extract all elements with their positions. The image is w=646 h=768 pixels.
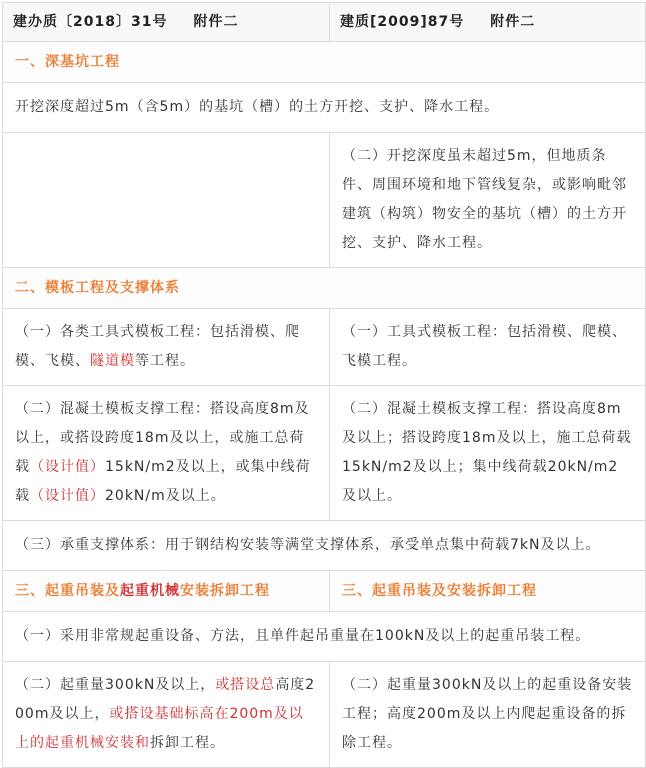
section-title-left (3, 571, 330, 612)
cell-text: （二）混凝土模板支撑工程：搭设高度8m及以上，或搭设跨度18m及以上，或施工总荷载 (15, 401, 310, 475)
row-text: （一）采用非常规起重设备、方法，且单件起吊重量在100kN及以上的起重吊装工程。 (3, 612, 646, 662)
section-title: 二、模板工程及支撑体系 (3, 268, 646, 309)
header-right-doc: 建质[2009]87号 (340, 13, 465, 30)
table-row (3, 612, 646, 662)
table-row (3, 309, 646, 386)
left-cell (3, 309, 330, 386)
highlighted-text: 隧道模 (90, 353, 135, 369)
table-row (3, 662, 646, 768)
section-row (3, 42, 646, 83)
table-row (3, 521, 646, 571)
highlighted-text: （设计值） (30, 488, 105, 504)
highlighted-text: 或搭设总 (215, 677, 276, 693)
highlighted-text: （设计值） (30, 459, 105, 475)
header-left-doc: 建办质〔2018〕31号 (13, 13, 168, 30)
table-row (3, 83, 646, 133)
header-row (3, 3, 646, 42)
cell-text: 15kN/m2及以上，或集中线荷载 (15, 459, 311, 504)
right-cell: （一）工具式模板工程：包括滑模、爬模、飞模工程。 (330, 309, 646, 386)
section-title-text: 安装拆卸工程 (180, 582, 270, 599)
left-cell (3, 386, 330, 521)
row-text: （三）承重支撑体系：用于钢结构安装等满堂支撑体系，承受单点集中荷载7kN及以上。 (3, 521, 646, 571)
cell-text: 高度200m及以上， (15, 677, 316, 722)
comparison-table (2, 2, 646, 768)
cell-text: 等工程。 (135, 353, 195, 369)
header-left-cell (3, 3, 330, 42)
section-title-right: 三、起重吊装及安装拆卸工程 (330, 571, 646, 612)
left-cell (3, 662, 330, 768)
cell-text: （二）起重量300kN及以上， (15, 677, 216, 693)
right-cell: （二）起重量300kN及以上的起重设备安装工程；高度200m及以上内爬起重设备的拆除工程。 (330, 662, 646, 768)
section-title-text: 三、起重吊装及 (15, 582, 120, 599)
header-left-attachment: 附件二 (193, 13, 239, 30)
right-cell: （二）开挖深度虽未超过5m，但地质条件、周围环境和地下管线复杂，或影响毗邻建筑（构筑）物安全的基坑（槽）的土方开挖、支护、降水工程。 (330, 133, 646, 268)
cell-text: 拆卸工程。 (150, 735, 225, 751)
cell-text: 20kN/m及以上。 (105, 488, 226, 504)
section-row (3, 268, 646, 309)
section-title: 一、深基坑工程 (3, 42, 646, 83)
highlighted-text: 或搭设基础标高在200m及以上的起重机械安装和 (15, 706, 304, 751)
section-row (3, 571, 646, 612)
table-row (3, 133, 646, 268)
table-row (3, 386, 646, 521)
header-right-cell (330, 3, 646, 42)
right-cell: （二）混凝土模板支撑工程：搭设高度8m及以上；搭设跨度18m及以上，施工总荷载15kN/m2及以上；集中线荷载20kN/m2及以上。 (330, 386, 646, 521)
highlighted-text: 起重机械 (120, 582, 180, 599)
empty-cell (3, 133, 330, 268)
row-text: 开挖深度超过5m（含5m）的基坑（槽）的土方开挖、支护、降水工程。 (3, 83, 646, 133)
header-right-attachment: 附件二 (490, 13, 536, 30)
cell-text: （一）各类工具式模板工程：包括滑模、爬模、飞模、 (15, 324, 300, 369)
